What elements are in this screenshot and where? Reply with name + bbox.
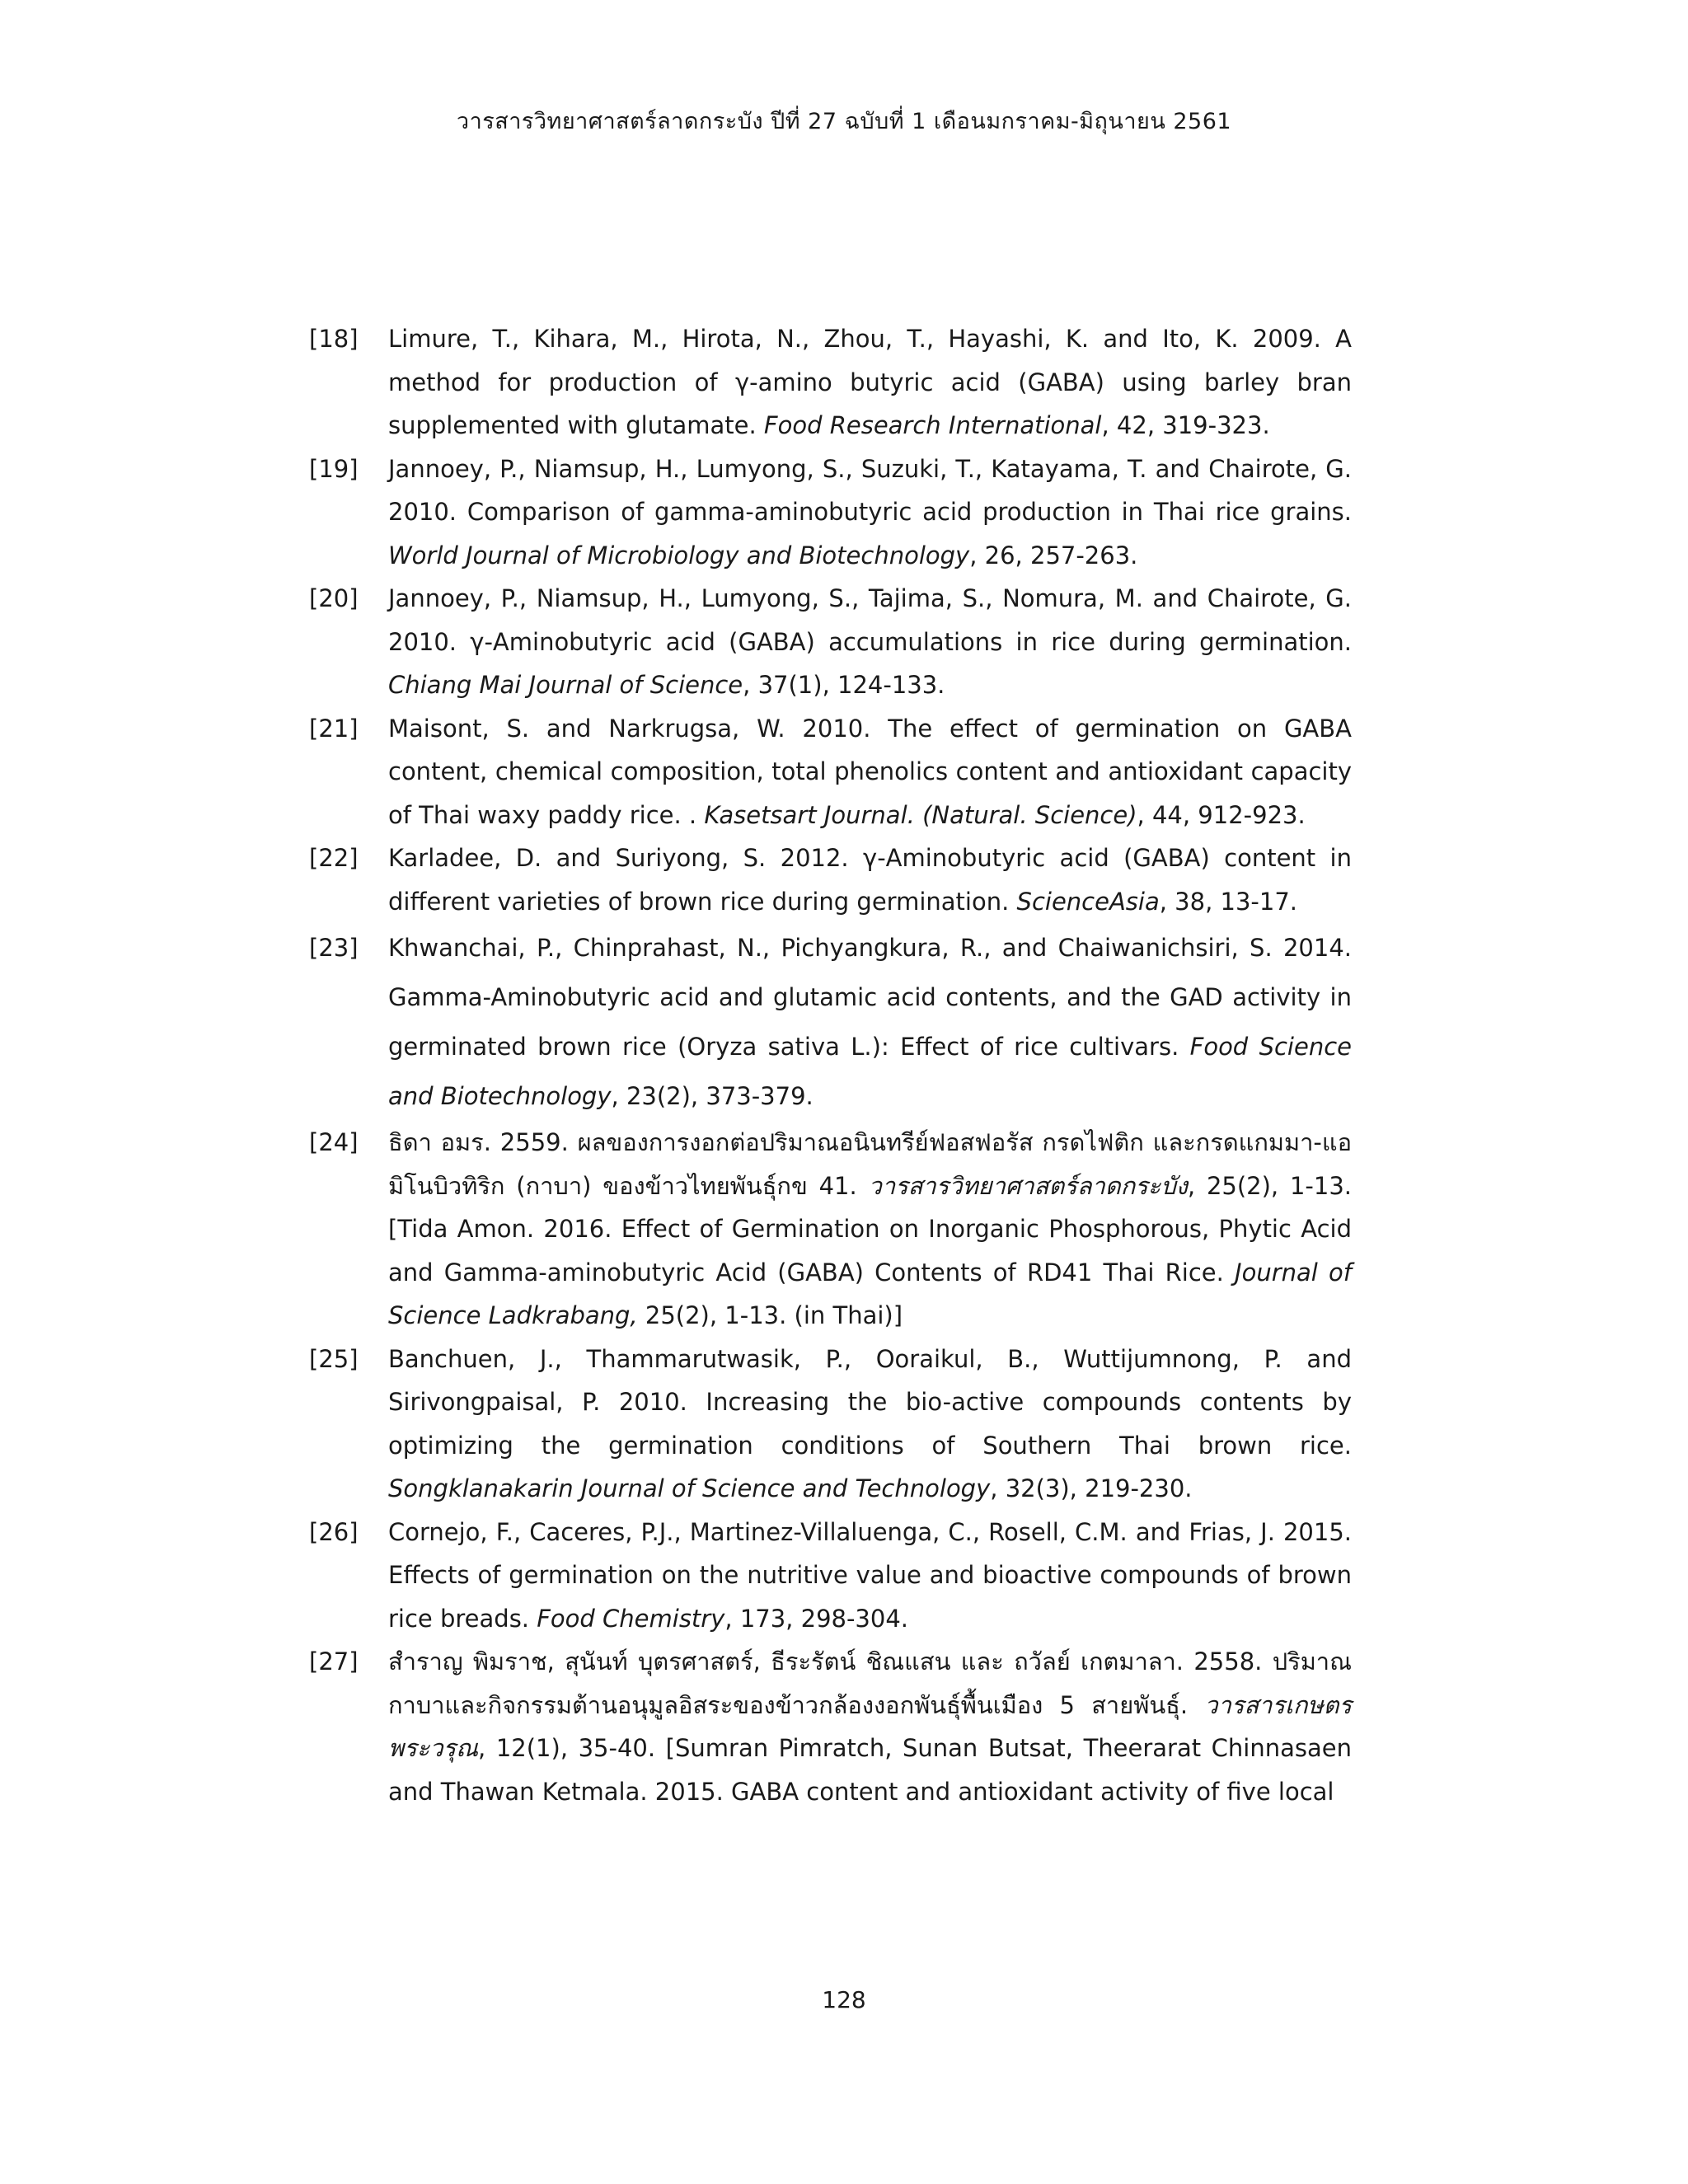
reference-authors-title: Jannoey, P., Niamsup, H., Lumyong, S., Suzuki, T., Katayama, T. and Chairote, G. 2010. Comparison of gamma-aminobutyric acid production in Thai rice grains. [388,454,1352,526]
reference-number: [27] [309,1647,359,1675]
reference-text [388,1518,1352,1633]
reference-number: [21] [309,714,359,743]
reference-item [309,707,1352,837]
reference-authors-title: Banchuen, J., Thammarutwasik, P., Ooraikul, B., Wuttijumnong, P. and Sirivongpaisal, P. 2010. Increasing the bio-active compounds contents by optimizing the germination conditions of Southern Thai brown rice. [388,1344,1352,1460]
reference-journal: World Journal of Microbiology and Biotechnology [388,541,970,569]
reference-text [388,844,1352,916]
reference-number: [24] [309,1128,359,1156]
reference-number: [22] [309,844,359,872]
reference-authors-title: Khwanchai, P., Chinprahast, N., Pichyangkura, R., and Chaiwanichsiri, S. 2014. Gamma-Aminobutyric acid and glutamic acid contents, and the GAD activity in germinated brown rice (Oryza sativa L.): Effect of rice cultivars. [388,934,1352,1061]
reference-journal: Chiang Mai Journal of Science [388,671,743,699]
reference-journal: วารสารวิทยาศาสตร์ลาดกระบัง [868,1171,1188,1200]
reference-number: [20] [309,584,359,612]
reference-number: [25] [309,1344,359,1373]
reference-number: [19] [309,454,359,483]
reference-journal: Songklanakarin Journal of Science and Technology [388,1474,991,1502]
reference-journal: ScienceAsia [1016,887,1160,916]
reference-volume-pages: 25(2), 1-13. (in Thai)] [637,1301,903,1329]
reference-volume-pages: , 23(2), 373-379. [611,1082,814,1110]
reference-text [388,1647,1352,1806]
reference-journal: วารสารเกษตรพระวรุณ [388,1690,1352,1762]
reference-volume-pages: , 42, 319-323. [1101,411,1270,439]
reference-journal-translated: Journal of Science Ladkrabang, [388,1258,1352,1329]
reference-text [388,715,1352,829]
reference-item [309,1338,1352,1511]
reference-item [309,1640,1352,1813]
reference-text [388,934,1352,1110]
reference-journal: Food Chemistry [537,1604,725,1633]
reference-number: [23] [309,934,359,962]
reference-volume-pages: , 37(1), 124-133. [743,671,945,699]
running-header: วารสารวิทยาศาสตร์ลาดกระบัง ปีที่ 27 ฉบับที่ 1 เดือนมกราคม-มิถุนายน 2561 [456,109,1232,134]
reference-authors-title: Maisont, S. and Narkrugsa, W. 2010. The effect of germination on GABA content, chemical composition, total phenolics content and antioxidant capacity of Thai waxy paddy rice. . [388,714,1352,829]
reference-item [309,923,1352,1121]
reference-journal: Kasetsart Journal. (Natural. Science) [704,800,1137,829]
reference-item [309,448,1352,578]
reference-text [388,455,1352,569]
reference-number: [18] [309,325,359,353]
reference-authors-title: Cornejo, F., Caceres, P.J., Martinez-Villaluenga, C., Rosell, C.M. and Frias, J. 2015. Effects of germination on the nutritive value and bioactive compounds of brown rice breads. [388,1517,1352,1633]
reference-item [309,577,1352,707]
page-number: 128 [822,1986,866,2013]
reference-text [388,584,1352,699]
reference-volume-pages: , 12(1), 35-40. [Sumran Pimratch, Sunan Butsat, Theerarat Chinnasaen and Thawan Ketmala. 2015. GABA content and antioxidant activity of five local [388,1734,1352,1806]
reference-text [388,1128,1352,1329]
reference-item [309,1121,1352,1338]
reference-authors-title: Karladee, D. and Suriyong, S. 2012. γ-Aminobutyric acid (GABA) content in different varieties of brown rice during germination. [388,844,1352,916]
reference-text [388,1345,1352,1503]
reference-list [309,317,1352,1813]
reference-item [309,1511,1352,1641]
reference-authors-title: Limure, T., Kihara, M., Hirota, N., Zhou, T., Hayashi, K. and Ito, K. 2009. A method for production of γ-amino butyric acid (GABA) using barley bran supplemented with glutamate. [388,325,1352,439]
reference-authors-title: Jannoey, P., Niamsup, H., Lumyong, S., Tajima, S., Nomura, M. and Chairote, G. 2010. γ-Aminobutyric acid (GABA) accumulations in rice during germination. [388,584,1352,656]
reference-journal: Food Research International [763,411,1102,439]
reference-volume-pages: , 32(3), 219-230. [990,1474,1193,1502]
reference-number: [26] [309,1517,359,1546]
reference-text [388,325,1352,439]
reference-journal: Food Science and Biotechnology [388,1033,1352,1110]
reference-volume-pages: , 44, 912-923. [1137,800,1306,829]
reference-authors-title: สำราญ พิมราช, สุนันท์ บุตรศาสตร์, ธีระรัตน์ ชิณแสน และ ถวัลย์ เกตมาลา. 2558. ปริมาณกาบาและกิจกรรมต้านอนุมูลอิสระของข้าวกล้องงอกพันธุ์พื้นเมือง 5 สายพันธุ์. [388,1647,1352,1719]
reference-volume-pages: , 173, 298-304. [724,1604,909,1633]
reference-volume-pages: , 26, 257-263. [969,541,1138,569]
reference-item [309,317,1352,448]
reference-authors-title: ธิดา อมร. 2559. ผลของการงอกต่อปริมาณอนินทรีย์ฟอสฟอรัส กรดไฟติก และกรดแกมมา-แอมิโนบิวทิริก (กาบา) ของข้าวไทยพันธุ์กข 41. [388,1128,1352,1200]
reference-item [309,837,1352,923]
reference-translation: , 25(2), 1-13. [Tida Amon. 2016. Effect of Germination on Inorganic Phosphorous, Phytic Acid and Gamma-aminobutyric Acid (GABA) Contents of RD41 Thai Rice. [388,1171,1352,1286]
reference-volume-pages: , 38, 13-17. [1159,887,1297,916]
